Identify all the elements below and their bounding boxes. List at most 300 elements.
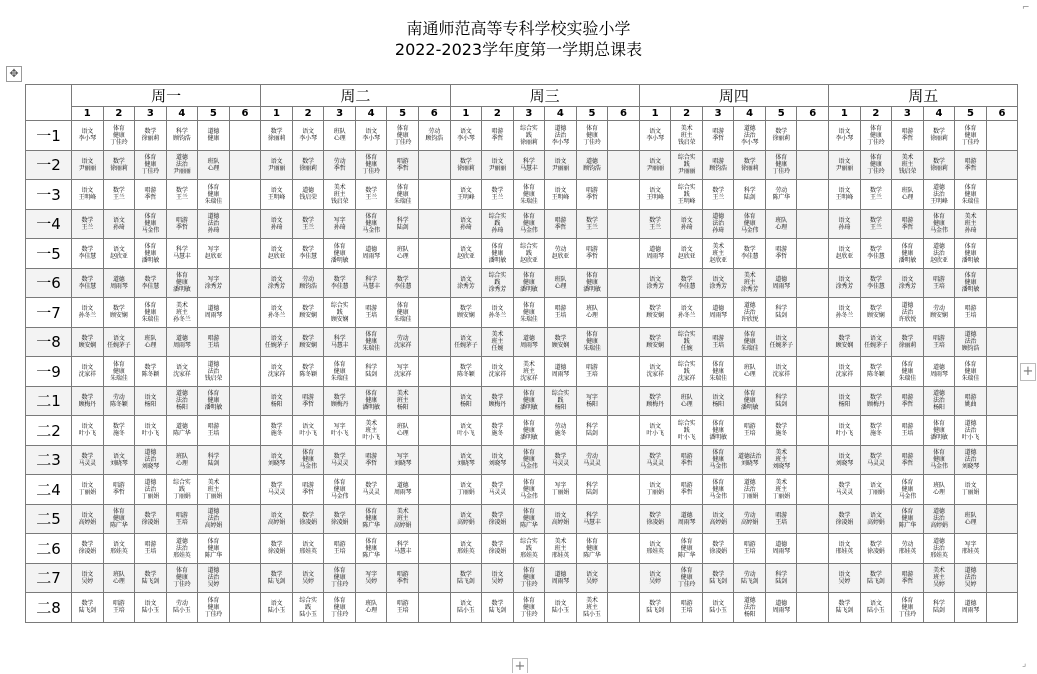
timetable-cell[interactable]: 道德 法治 刘晓琴: [135, 445, 167, 475]
timetable-cell[interactable]: [608, 445, 640, 475]
timetable-cell[interactable]: [418, 150, 450, 180]
timetable-cell[interactable]: 数学 施冬: [261, 416, 293, 446]
timetable-cell[interactable]: 数学 陆飞剑: [135, 563, 167, 593]
timetable-cell[interactable]: 体育 健康 马金伟: [513, 445, 545, 475]
timetable-cell[interactable]: 语文 孙冬兰: [72, 298, 104, 328]
timetable-cell[interactable]: [797, 534, 829, 564]
timetable-cell[interactable]: 数学 徐凌娟: [324, 504, 356, 534]
timetable-cell[interactable]: 道德 法治 邢娃英: [923, 534, 955, 564]
timetable-cell[interactable]: 数学 施冬: [482, 416, 514, 446]
timetable-cell[interactable]: 科学 陆剑: [765, 563, 797, 593]
timetable-cell[interactable]: 科学 陆剑: [734, 180, 766, 210]
timetable-cell[interactable]: 唱游 王培: [734, 534, 766, 564]
timetable-cell[interactable]: [797, 121, 829, 151]
timetable-cell[interactable]: 唱游 王培: [135, 534, 167, 564]
timetable-cell[interactable]: 体育 健康 马金伟: [324, 475, 356, 505]
timetable-cell[interactable]: 语文 王明峰: [545, 180, 577, 210]
timetable-cell[interactable]: 数学 顾安娴: [545, 327, 577, 357]
timetable-cell[interactable]: 数学 马灵灵: [639, 445, 671, 475]
timetable-cell[interactable]: 道德 法治 高婷娟: [198, 504, 230, 534]
timetable-cell[interactable]: 语文 吴婷: [639, 563, 671, 593]
timetable-cell[interactable]: 综合实 践 尹丽丽: [671, 150, 703, 180]
timetable-cell[interactable]: [608, 475, 640, 505]
timetable-cell[interactable]: [797, 445, 829, 475]
timetable-cell[interactable]: 语文 杨阳: [829, 386, 861, 416]
timetable-cell[interactable]: [229, 475, 261, 505]
timetable-cell[interactable]: 语文 吴婷: [72, 563, 104, 593]
timetable-cell[interactable]: 体育 健康 潘明敏: [324, 239, 356, 269]
timetable-cell[interactable]: 数学 徐丽莉: [923, 121, 955, 151]
timetable-cell[interactable]: 数学 李佳慧: [860, 268, 892, 298]
timetable-cell[interactable]: 道德 法治 李小琴: [734, 121, 766, 151]
timetable-cell[interactable]: 综合实 践 顾安娴: [324, 298, 356, 328]
timetable-cell[interactable]: 语文 沈家祥: [166, 357, 198, 387]
timetable-cell[interactable]: 唱游 季哲: [702, 121, 734, 151]
timetable-cell[interactable]: 语文 吴婷: [576, 563, 608, 593]
timetable-cell[interactable]: [797, 150, 829, 180]
timetable-cell[interactable]: 班队 心理: [671, 386, 703, 416]
timetable-cell[interactable]: 数学 顾梅丹: [482, 386, 514, 416]
timetable-cell[interactable]: 班队 心理: [198, 150, 230, 180]
timetable-cell[interactable]: [418, 239, 450, 269]
timetable-cell[interactable]: 语文 沈家祥: [829, 357, 861, 387]
timetable-cell[interactable]: 数学 徐凌娟: [860, 534, 892, 564]
timetable-cell[interactable]: 唱游 季哲: [671, 445, 703, 475]
timetable-cell[interactable]: 唱游 王培: [198, 327, 230, 357]
timetable-cell[interactable]: 唱游 季哲: [135, 180, 167, 210]
timetable-cell[interactable]: [986, 209, 1018, 239]
timetable-cell[interactable]: 语文 沈家祥: [261, 357, 293, 387]
timetable-cell[interactable]: 科学 马慧丰: [576, 504, 608, 534]
timetable-cell[interactable]: 语文 丁丽娟: [955, 475, 987, 505]
timetable-cell[interactable]: 道德 周雨琴: [923, 357, 955, 387]
timetable-cell[interactable]: 道德 法治 顾钧浩: [955, 327, 987, 357]
timetable-cell[interactable]: 体育 健康 潘明敏: [702, 416, 734, 446]
timetable-cell[interactable]: 数学 徐凌娟: [261, 534, 293, 564]
timetable-cell[interactable]: 语文 杨阳: [261, 386, 293, 416]
timetable-cell[interactable]: 语文 李小琴: [639, 121, 671, 151]
timetable-cell[interactable]: 美术 班主 杨阳: [387, 386, 419, 416]
timetable-cell[interactable]: [229, 416, 261, 446]
timetable-cell[interactable]: [229, 563, 261, 593]
timetable-cell[interactable]: 语文 丁丽娟: [860, 475, 892, 505]
timetable-cell[interactable]: 数学 马灵灵: [324, 445, 356, 475]
timetable-cell[interactable]: 唱游 顾钧浩: [702, 150, 734, 180]
timetable-cell[interactable]: 道德 法治 高婷娟: [923, 504, 955, 534]
timetable-cell[interactable]: 科学 陆剑: [387, 209, 419, 239]
timetable-cell[interactable]: 体育 健康 陈广华: [513, 504, 545, 534]
timetable-cell[interactable]: 写字 杨阳: [576, 386, 608, 416]
timetable-cell[interactable]: 体育 健康 马金伟: [734, 209, 766, 239]
timetable-cell[interactable]: 唱游 季哲: [765, 239, 797, 269]
timetable-cell[interactable]: 语文 刘晓琴: [103, 445, 135, 475]
timetable-cell[interactable]: 道德 周雨琴: [765, 593, 797, 623]
timetable-cell[interactable]: 数学 徐丽莉: [892, 327, 924, 357]
timetable-cell[interactable]: 数学 徐丽莉: [135, 121, 167, 151]
timetable-cell[interactable]: 班队 心理: [734, 357, 766, 387]
timetable-cell[interactable]: 语文 陆小玉: [135, 593, 167, 623]
timetable-cell[interactable]: 语文 尹丽丽: [261, 150, 293, 180]
timetable-cell[interactable]: [229, 534, 261, 564]
timetable-cell[interactable]: 唱游 姚曲: [955, 386, 987, 416]
timetable-cell[interactable]: 写字 孙琦: [324, 209, 356, 239]
timetable-cell[interactable]: 道德 周雨琴: [513, 327, 545, 357]
timetable-cell[interactable]: [418, 504, 450, 534]
timetable-cell[interactable]: 语文 陆小玉: [702, 593, 734, 623]
timetable-cell[interactable]: 语文 赵欣亚: [261, 239, 293, 269]
timetable-cell[interactable]: 数学 顾梅丹: [72, 386, 104, 416]
timetable-cell[interactable]: 唱游 王培: [166, 504, 198, 534]
timetable-cell[interactable]: 数学 顾梅丹: [639, 386, 671, 416]
timetable-cell[interactable]: 体育 健康 丁佳玲: [513, 563, 545, 593]
timetable-cell[interactable]: 数学 徐丽莉: [765, 121, 797, 151]
timetable-cell[interactable]: 道德 周雨琴: [103, 268, 135, 298]
timetable-cell[interactable]: 语文 涂秀芳: [892, 268, 924, 298]
timetable-cell[interactable]: [229, 150, 261, 180]
timetable-cell[interactable]: 道德 周雨琴: [671, 504, 703, 534]
timetable-cell[interactable]: 语文 吴婷: [292, 563, 324, 593]
timetable-cell[interactable]: 科学 顾钧浩: [166, 121, 198, 151]
timetable-cell[interactable]: 劳动 沈家祥: [387, 327, 419, 357]
timetable-cell[interactable]: [229, 357, 261, 387]
timetable-cell[interactable]: 体育 健康 丁佳玲: [324, 593, 356, 623]
timetable-cell[interactable]: 数学 王兰: [639, 209, 671, 239]
timetable-cell[interactable]: 数学 陆飞剑: [829, 593, 861, 623]
timetable-cell[interactable]: 唱游 王培: [734, 416, 766, 446]
timetable-cell[interactable]: [986, 239, 1018, 269]
timetable-cell[interactable]: 数学 徐凌娟: [292, 504, 324, 534]
timetable-cell[interactable]: 体育 健康 马金伟: [513, 475, 545, 505]
timetable-cell[interactable]: 班队 心理: [324, 121, 356, 151]
timetable-cell[interactable]: 唱游 季哲: [103, 475, 135, 505]
add-column-icon[interactable]: +: [1020, 363, 1036, 381]
timetable-cell[interactable]: 道德 法治 孙琦: [702, 209, 734, 239]
timetable-cell[interactable]: 数学 徐凌娟: [639, 504, 671, 534]
timetable-cell[interactable]: 科学 陆剑: [576, 475, 608, 505]
timetable-cell[interactable]: [418, 180, 450, 210]
timetable-cell[interactable]: 语文 刘晓琴: [482, 445, 514, 475]
timetable-cell[interactable]: 数学 徐凌娟: [135, 504, 167, 534]
timetable-cell[interactable]: 班队 心理: [355, 593, 387, 623]
timetable-cell[interactable]: 体育 健康 朱瑞佳: [955, 180, 987, 210]
timetable-cell[interactable]: 体育 健康 马金伟: [923, 209, 955, 239]
timetable-cell[interactable]: [986, 298, 1018, 328]
timetable-cell[interactable]: 语文 孙琦: [829, 209, 861, 239]
timetable-cell[interactable]: [608, 239, 640, 269]
timetable-cell[interactable]: 语文 叶小飞: [639, 416, 671, 446]
timetable-cell[interactable]: 道德 法治 杨阳: [734, 593, 766, 623]
timetable-cell[interactable]: 美术 班主 叶小飞: [355, 416, 387, 446]
timetable-cell[interactable]: 体育 健康 朱瑞佳: [702, 357, 734, 387]
timetable-cell[interactable]: 科学 马慧丰: [324, 327, 356, 357]
timetable-cell[interactable]: 语文 涂秀芳: [829, 268, 861, 298]
timetable-cell[interactable]: 综合实 践 杨阳: [545, 386, 577, 416]
timetable-cell[interactable]: 唱游 王培: [198, 416, 230, 446]
timetable-cell[interactable]: 语文 赵欣亚: [450, 239, 482, 269]
timetable-cell[interactable]: 班队 心理: [892, 180, 924, 210]
timetable-cell[interactable]: 写字 刘晓琴: [387, 445, 419, 475]
timetable-cell[interactable]: 唱游 季哲: [387, 563, 419, 593]
timetable-cell[interactable]: 唱游 季哲: [166, 209, 198, 239]
timetable-cell[interactable]: 体育 健康 朱瑞佳: [198, 180, 230, 210]
timetable-cell[interactable]: 语文 尹丽丽: [545, 150, 577, 180]
timetable-cell[interactable]: 数学 王兰: [355, 180, 387, 210]
timetable-cell[interactable]: [418, 475, 450, 505]
timetable-cell[interactable]: 语文 叶小飞: [72, 416, 104, 446]
timetable-cell[interactable]: 数学 徐丽莉: [734, 150, 766, 180]
timetable-cell[interactable]: 语文 孙冬兰: [829, 298, 861, 328]
timetable-cell[interactable]: 语文 尹丽丽: [639, 150, 671, 180]
timetable-cell[interactable]: [797, 593, 829, 623]
timetable-cell[interactable]: 数学 陈冬颖: [292, 357, 324, 387]
timetable-cell[interactable]: 语文 李小琴: [355, 121, 387, 151]
timetable-cell[interactable]: 道德 顾钧浩: [576, 150, 608, 180]
timetable-cell[interactable]: [418, 416, 450, 446]
timetable-cell[interactable]: 道德 周雨琴: [639, 239, 671, 269]
timetable-cell[interactable]: 语文 杨阳: [135, 386, 167, 416]
timetable-cell[interactable]: 体育 健康 马金伟: [513, 209, 545, 239]
timetable-cell[interactable]: 语文 尹丽丽: [829, 150, 861, 180]
timetable-cell[interactable]: 体育 健康 丁佳玲: [387, 121, 419, 151]
timetable-cell[interactable]: [418, 357, 450, 387]
resize-corner-icon[interactable]: ⌟: [1022, 659, 1027, 669]
timetable-cell[interactable]: 数学 陆飞剑: [450, 563, 482, 593]
timetable-cell[interactable]: 综合实 践 沈家祥: [671, 357, 703, 387]
timetable-cell[interactable]: 语文 王明峰: [261, 180, 293, 210]
timetable-cell[interactable]: 体育 健康 朱瑞佳: [324, 357, 356, 387]
timetable-cell[interactable]: 劳动 邢娃英: [892, 534, 924, 564]
timetable-cell[interactable]: 体育 健康 潘明敏: [198, 386, 230, 416]
timetable-cell[interactable]: 唱游 季哲: [545, 209, 577, 239]
timetable-cell[interactable]: 体育 健康 丁佳玲: [166, 563, 198, 593]
timetable-cell[interactable]: [986, 475, 1018, 505]
timetable-cell[interactable]: 道德 法治 王明峰: [923, 180, 955, 210]
timetable-cell[interactable]: 数学 顾安娴: [829, 327, 861, 357]
timetable-cell[interactable]: 语文 任婉茅子: [261, 327, 293, 357]
timetable-cell[interactable]: 班队 心理: [135, 327, 167, 357]
timetable-cell[interactable]: 道德 周雨琴: [387, 475, 419, 505]
timetable-cell[interactable]: [986, 386, 1018, 416]
timetable-cell[interactable]: 体育 健康 朱瑞佳: [513, 298, 545, 328]
timetable-cell[interactable]: 语文 吴婷: [482, 563, 514, 593]
timetable-cell[interactable]: [608, 209, 640, 239]
timetable-cell[interactable]: 美术 班主 沈家祥: [513, 357, 545, 387]
timetable-cell[interactable]: 语文 高婷娟: [860, 504, 892, 534]
timetable-cell[interactable]: 道德 法治 叶小飞: [955, 416, 987, 446]
timetable-cell[interactable]: 语文 孙琦: [450, 209, 482, 239]
timetable-cell[interactable]: 班队 心理: [103, 563, 135, 593]
timetable-cell[interactable]: 体育 健康 丁佳玲: [513, 593, 545, 623]
timetable-cell[interactable]: 语文 涂秀芳: [450, 268, 482, 298]
timetable-cell[interactable]: 唱游 王培: [576, 357, 608, 387]
timetable-cell[interactable]: 体育 健康 丁佳玲: [198, 593, 230, 623]
timetable-cell[interactable]: 体育 健康 陈广华: [198, 534, 230, 564]
timetable-cell[interactable]: 道德 法治 刘晓琴: [955, 445, 987, 475]
timetable-cell[interactable]: 数学 顾安娴: [72, 327, 104, 357]
timetable-cell[interactable]: 体育 健康 丁佳玲: [103, 121, 135, 151]
timetable-cell[interactable]: 数学 顾安娴: [639, 298, 671, 328]
timetable-cell[interactable]: 语文 丁丽娟: [639, 475, 671, 505]
timetable-cell[interactable]: 语文 孙琦: [671, 209, 703, 239]
timetable-cell[interactable]: 科学 马慧丰: [387, 534, 419, 564]
timetable-cell[interactable]: [797, 239, 829, 269]
timetable-cell[interactable]: 唱游 王培: [355, 298, 387, 328]
timetable-cell[interactable]: [229, 180, 261, 210]
timetable-cell[interactable]: [418, 445, 450, 475]
timetable-cell[interactable]: 语文 沈家祥: [639, 357, 671, 387]
timetable-cell[interactable]: 数学 李佳慧: [292, 239, 324, 269]
timetable-cell[interactable]: 劳动 顾安娴: [923, 298, 955, 328]
timetable-cell[interactable]: 体育 健康 潘明敏: [734, 386, 766, 416]
timetable-cell[interactable]: 唱游 季哲: [292, 475, 324, 505]
timetable-cell[interactable]: 道德 周雨琴: [765, 268, 797, 298]
timetable-cell[interactable]: 数学 顾安娴: [450, 298, 482, 328]
timetable-cell[interactable]: 道德 周雨琴: [198, 298, 230, 328]
timetable-cell[interactable]: 体育 健康 潘明敏: [513, 416, 545, 446]
timetable-cell[interactable]: 语文 赵欣亚: [671, 239, 703, 269]
timetable-cell[interactable]: 语文 孙冬兰: [482, 298, 514, 328]
timetable-cell[interactable]: 道德 周雨琴: [955, 593, 987, 623]
timetable-cell[interactable]: 语文 王明峰: [72, 180, 104, 210]
timetable-cell[interactable]: 科学 陆剑: [576, 416, 608, 446]
timetable-cell[interactable]: 美术 班主 钱启荣: [892, 150, 924, 180]
timetable-cell[interactable]: 体育 健康 潘明敏: [955, 239, 987, 269]
timetable-cell[interactable]: 综合实 践 任婉: [671, 327, 703, 357]
timetable-cell[interactable]: 数学 陈冬颖: [135, 357, 167, 387]
timetable-cell[interactable]: 唱游 王培: [923, 268, 955, 298]
timetable-cell[interactable]: 数学 王兰: [482, 180, 514, 210]
timetable-cell[interactable]: 劳动 赵欣亚: [545, 239, 577, 269]
timetable-cell[interactable]: 班队 心理: [166, 445, 198, 475]
timetable-cell[interactable]: [608, 268, 640, 298]
timetable-cell[interactable]: 数学 徐凌娟: [482, 534, 514, 564]
timetable-cell[interactable]: 唱游 王培: [923, 327, 955, 357]
timetable-cell[interactable]: 数学 陆飞剑: [860, 563, 892, 593]
timetable-cell[interactable]: 体育 健康 陈广华: [103, 504, 135, 534]
timetable-cell[interactable]: 数学 陆飞剑: [702, 563, 734, 593]
timetable-cell[interactable]: 数学 马灵灵: [355, 475, 387, 505]
timetable-cell[interactable]: 道德 法治 钱启荣: [198, 357, 230, 387]
timetable-cell[interactable]: 数学 顾安娴: [292, 327, 324, 357]
timetable-cell[interactable]: 体育 健康 潘明敏: [576, 268, 608, 298]
timetable-cell[interactable]: 写字 邢娃英: [955, 534, 987, 564]
timetable-cell[interactable]: 语文 邢娃英: [103, 534, 135, 564]
timetable-cell[interactable]: 语文 叶小飞: [135, 416, 167, 446]
timetable-cell[interactable]: 科学 马慧丰: [166, 239, 198, 269]
timetable-cell[interactable]: 综合实 践 陆小玉: [292, 593, 324, 623]
timetable-cell[interactable]: [608, 121, 640, 151]
timetable-cell[interactable]: 数学 李佳慧: [324, 268, 356, 298]
timetable-cell[interactable]: 数学 陆飞剑: [72, 593, 104, 623]
timetable-cell[interactable]: 唱游 季哲: [892, 121, 924, 151]
timetable-cell[interactable]: 数学 王兰: [860, 180, 892, 210]
timetable-cell[interactable]: 科学 陆剑: [198, 445, 230, 475]
timetable-cell[interactable]: 班队 心理: [765, 209, 797, 239]
timetable-cell[interactable]: 道德 法治 杨阳: [923, 386, 955, 416]
timetable-cell[interactable]: 语文 沈家祥: [765, 357, 797, 387]
timetable-cell[interactable]: 数学 徐凌娟: [482, 504, 514, 534]
timetable-cell[interactable]: 唱游 王培: [324, 534, 356, 564]
timetable-cell[interactable]: [608, 298, 640, 328]
timetable-cell[interactable]: 劳动 季哲: [324, 150, 356, 180]
timetable-cell[interactable]: [797, 563, 829, 593]
timetable-cell[interactable]: [229, 327, 261, 357]
timetable-cell[interactable]: 体育 健康 丁佳玲: [576, 121, 608, 151]
timetable-cell[interactable]: 体育 健康 马金伟: [702, 445, 734, 475]
timetable-cell[interactable]: 语文 沈家祥: [72, 357, 104, 387]
timetable-cell[interactable]: 综合实 践 丁丽娟: [166, 475, 198, 505]
timetable-cell[interactable]: 道德 法治 尹丽丽: [166, 150, 198, 180]
timetable-cell[interactable]: 体育 健康 丁佳玲: [892, 593, 924, 623]
timetable-cell[interactable]: [797, 416, 829, 446]
timetable-cell[interactable]: 体育 健康 朱瑞佳: [355, 327, 387, 357]
timetable-cell[interactable]: 体育 健康 潘明敏: [355, 386, 387, 416]
timetable-cell[interactable]: 美术 班主 丁丽娟: [198, 475, 230, 505]
timetable-cell[interactable]: 数学 徐丽莉: [450, 150, 482, 180]
timetable-cell[interactable]: 数学 李佳慧: [860, 239, 892, 269]
timetable-cell[interactable]: 道德 法治 赵欣亚: [923, 239, 955, 269]
timetable-cell[interactable]: [986, 593, 1018, 623]
timetable-cell[interactable]: 体育 健康 潘明敏: [166, 268, 198, 298]
timetable-cell[interactable]: 语文 丁丽娟: [450, 475, 482, 505]
timetable-cell[interactable]: 道德 健康: [198, 121, 230, 151]
timetable-cell[interactable]: [418, 327, 450, 357]
timetable-cell[interactable]: [608, 386, 640, 416]
timetable-cell[interactable]: 语文 王明峰: [450, 180, 482, 210]
timetable-cell[interactable]: 综合实 践 徐丽莉: [513, 121, 545, 151]
timetable-cell[interactable]: [608, 563, 640, 593]
timetable-cell[interactable]: [229, 504, 261, 534]
timetable-cell[interactable]: 劳动 顾钧浩: [418, 121, 450, 151]
timetable-cell[interactable]: 数学 王兰: [860, 209, 892, 239]
timetable-cell[interactable]: 语文 陆小玉: [450, 593, 482, 623]
timetable-cell[interactable]: 道德 周雨琴: [545, 357, 577, 387]
timetable-cell[interactable]: 道德 法治 孙琦: [198, 209, 230, 239]
timetable-cell[interactable]: 数学 王兰: [702, 180, 734, 210]
timetable-cell[interactable]: 语文 刘晓琴: [450, 445, 482, 475]
timetable-cell[interactable]: 数学 马灵灵: [72, 445, 104, 475]
timetable-cell[interactable]: 班队 心理: [387, 416, 419, 446]
timetable-cell[interactable]: 语文 赵欣亚: [103, 239, 135, 269]
timetable-cell[interactable]: 科学 陆剑: [923, 593, 955, 623]
timetable-cell[interactable]: 唱游 季哲: [955, 150, 987, 180]
timetable-cell[interactable]: 数学 顾梅丹: [324, 386, 356, 416]
timetable-cell[interactable]: [418, 268, 450, 298]
timetable-cell[interactable]: 语文 邢娃英: [292, 534, 324, 564]
timetable-cell[interactable]: 道德 法治 李小琴: [545, 121, 577, 151]
timetable-cell[interactable]: 唱游 季哲: [892, 563, 924, 593]
timetable-cell[interactable]: [608, 593, 640, 623]
timetable-cell[interactable]: [986, 150, 1018, 180]
timetable-cell[interactable]: 美术 班主 邢娃英: [545, 534, 577, 564]
timetable-cell[interactable]: 语文 高婷娟: [702, 504, 734, 534]
timetable-cell[interactable]: 唱游 王培: [955, 298, 987, 328]
timetable-cell[interactable]: 数学 陆飞剑: [639, 593, 671, 623]
timetable-cell[interactable]: 语文 陆小玉: [261, 593, 293, 623]
timetable-cell[interactable]: 科学 陆剑: [765, 386, 797, 416]
timetable-cell[interactable]: 道德 钱启荣: [292, 180, 324, 210]
timetable-cell[interactable]: 体育 健康 陈广华: [576, 534, 608, 564]
timetable-cell[interactable]: [608, 416, 640, 446]
timetable-cell[interactable]: 数学 陆飞剑: [482, 593, 514, 623]
timetable-cell[interactable]: 体育 健康 陈广华: [671, 534, 703, 564]
timetable-cell[interactable]: 写字 吴婷: [355, 563, 387, 593]
timetable-cell[interactable]: 数学 施冬: [103, 416, 135, 446]
timetable-cell[interactable]: [229, 209, 261, 239]
timetable-cell[interactable]: 综合实 践 赵欣亚: [513, 239, 545, 269]
timetable-cell[interactable]: 唱游 季哲: [892, 386, 924, 416]
timetable-cell[interactable]: 语文 李小琴: [72, 121, 104, 151]
